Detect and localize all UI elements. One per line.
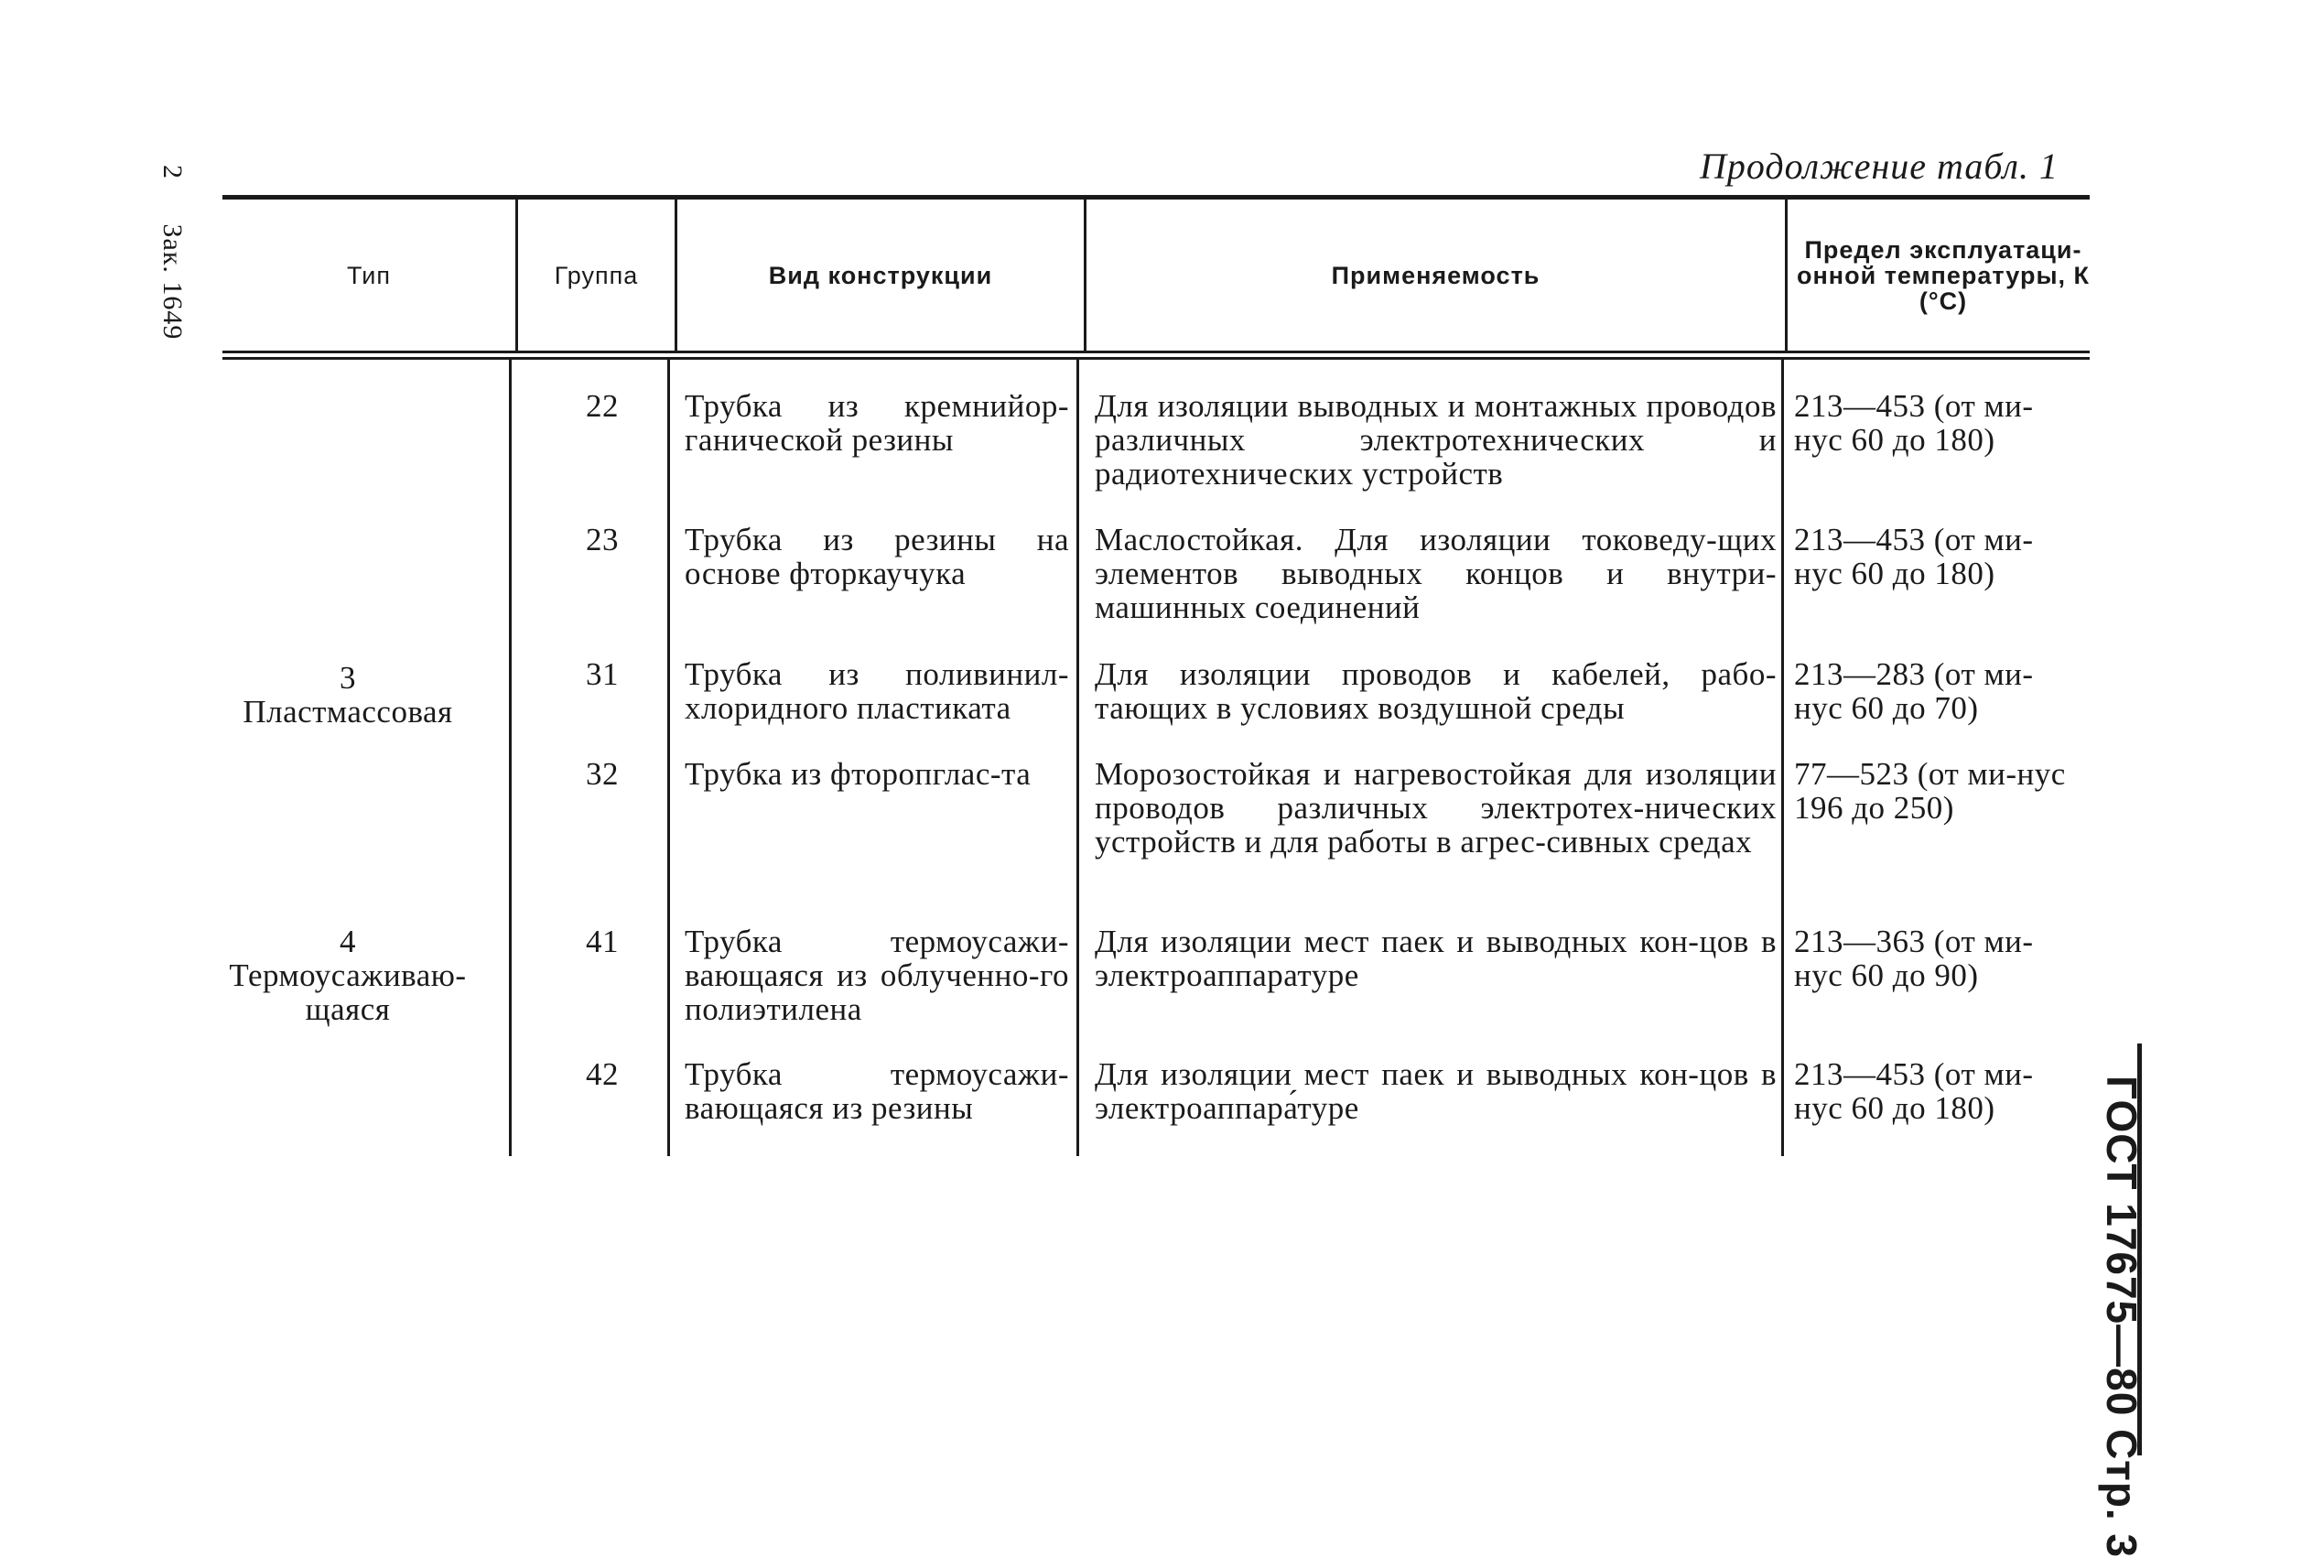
temperature-cell: 213—453 (от ми-нус 60 до 180) [1794, 1056, 2034, 1126]
applicability-cell: Морозостойкая и нагревостойкая для изоляции проводов различных электротех-нических устройств и для работы в агрес-сивных средах [1095, 756, 1777, 860]
group-cell: 23 [586, 522, 619, 557]
column-divider [1785, 200, 1788, 352]
page-number: 2 [157, 165, 188, 179]
column-divider [1781, 360, 1784, 1156]
column-divider [1076, 360, 1079, 1156]
header-rule [222, 351, 2090, 353]
type-label-plastic [215, 661, 481, 729]
type-name: Пластмассовая [243, 694, 453, 730]
construction-cell: Трубка из резины на основе фторкаучука [685, 522, 1069, 591]
group-cell: 32 [586, 756, 619, 792]
margin-order-note [157, 165, 188, 376]
column-divider [509, 360, 512, 1156]
applicability-cell: Маслостойкая. Для изоляции токоведу-щих элементов выводных концов и внутри-машинных соединений [1095, 522, 1777, 625]
temperature-cell: 213—363 (от ми-нус 60 до 90) [1794, 924, 2034, 993]
type-number: 4 [340, 924, 356, 959]
type-number: 3 [340, 660, 356, 696]
header-group: Группа [554, 261, 639, 289]
construction-cell: Трубка из поливинил-хлоридного пластиката [685, 656, 1069, 726]
group-cell: 22 [586, 388, 619, 424]
construction-cell: Трубка термоусажи-вающаяся из резины [685, 1056, 1069, 1126]
standard-page-label: ГОСТ 17675—80 Стр. 3 [2098, 1076, 2146, 1559]
temperature-cell: 213—453 (от ми-нус 60 до 180) [1794, 388, 2034, 458]
table-caption: Продолжение табл. 1 [1699, 146, 2059, 187]
temperature-cell: 213—453 (от ми-нус 60 до 180) [1794, 522, 2034, 591]
header-temperature: Предел эксплуатаци-онной температуры, К (°С) [1797, 235, 2090, 315]
applicability-cell: Для изоляции выводных и монтажных проводов различных электротехнических и радиотехнических устройств [1095, 388, 1777, 492]
group-cell: 41 [586, 924, 619, 959]
construction-cell: Трубка из кремнийор-ганической резины [685, 388, 1069, 458]
construction-cell: Трубка из фторопглас-та [685, 756, 1032, 792]
group-cell: 31 [586, 656, 619, 692]
column-divider [667, 360, 670, 1156]
header-construction: Вид конструкции [768, 261, 993, 289]
applicability-cell: Для изоляции мест паек и выводных кон-цов в электроаппара́туре [1095, 1056, 1777, 1126]
type-name: Термоусаживаю-щаяся [229, 957, 467, 1027]
type-label-heat-shrink [215, 925, 481, 1026]
header-applicability: Применяемость [1331, 261, 1540, 289]
group-cell: 42 [586, 1056, 619, 1092]
temperature-cell: 213—283 (от ми-нус 60 до 70) [1794, 656, 2034, 726]
header-rule [222, 357, 2090, 360]
construction-cell: Трубка термоусажи-вающаяся из облученно-го полиэтилена [685, 924, 1069, 1027]
applicability-cell: Для изоляции мест паек и выводных кон-цов в электроаппаратуре [1095, 924, 1777, 993]
temperature-cell: 77—523 (от ми-нус 196 до 250) [1794, 756, 2066, 826]
header-type: Тип [346, 261, 391, 289]
applicability-cell: Для изоляции проводов и кабелей, рабо-тающих в условиях воздушной среды [1095, 656, 1777, 726]
order-number: Зак. 1649 [157, 223, 188, 341]
